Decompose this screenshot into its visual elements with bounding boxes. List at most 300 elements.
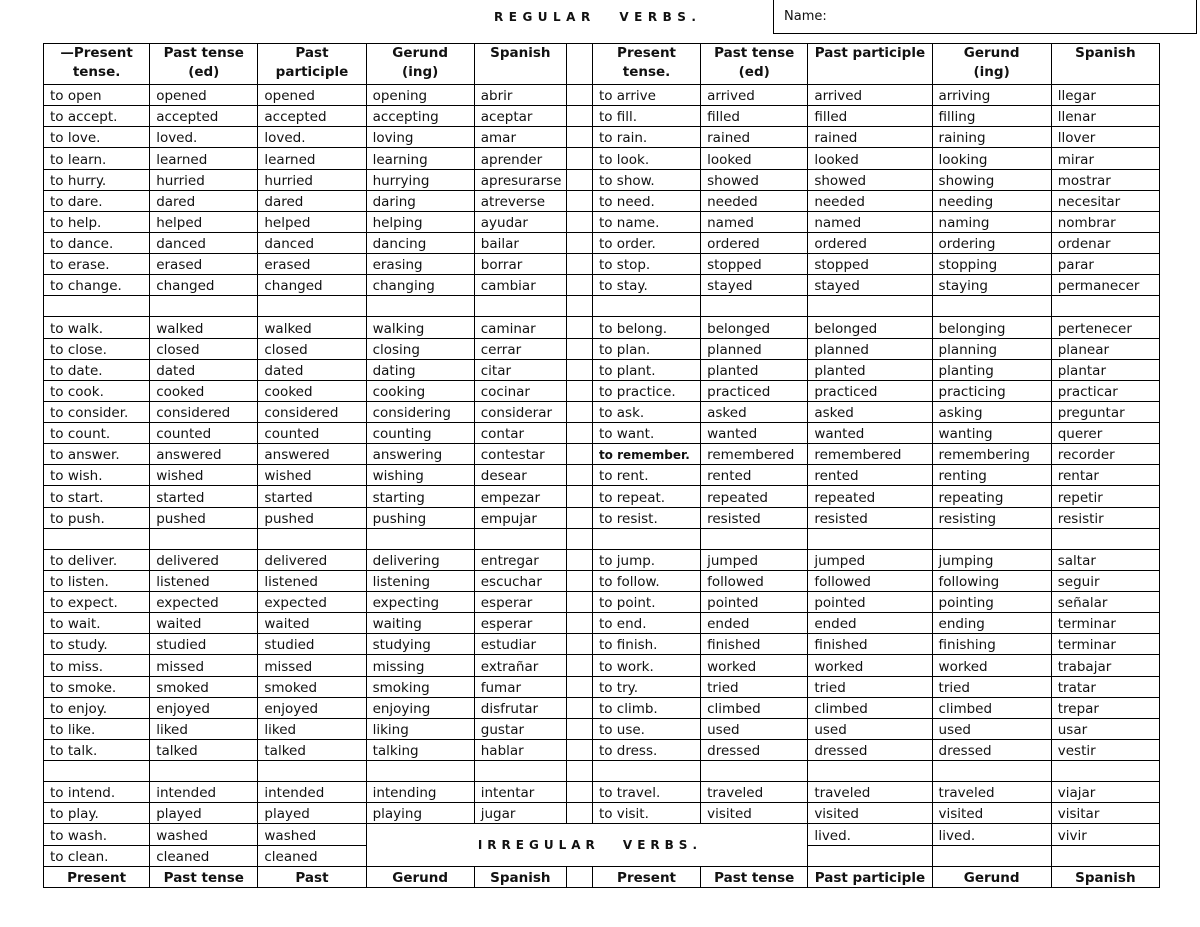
cell: arrived: [701, 85, 808, 106]
table-row: [44, 380, 1160, 401]
gap-cell: [566, 190, 592, 211]
cell: contar: [474, 423, 566, 444]
gap-cell: [566, 380, 592, 401]
cell: daring: [366, 190, 474, 211]
cell: to repeat.: [592, 486, 700, 507]
table-row: [44, 592, 1160, 613]
cell: enjoying: [366, 697, 474, 718]
cell: [1051, 845, 1159, 866]
cell: cleaned: [258, 845, 366, 866]
cell: cooking: [366, 380, 474, 401]
cell: wanted: [701, 423, 808, 444]
cell: jumped: [701, 549, 808, 570]
cell: to practice.: [592, 380, 700, 401]
cell: closed: [150, 338, 258, 359]
table-row: [44, 444, 1160, 465]
cell: looked: [701, 148, 808, 169]
cell: to miss.: [44, 655, 150, 676]
cell: pointed: [701, 592, 808, 613]
cell: caminar: [474, 317, 566, 338]
cell: esperar: [474, 592, 566, 613]
cell: [592, 761, 700, 782]
cell: smoked: [258, 676, 366, 697]
cell: hurried: [150, 169, 258, 190]
cell: to learn.: [44, 148, 150, 169]
cell: listened: [150, 570, 258, 591]
cell: [258, 761, 366, 782]
cell: to belong.: [592, 317, 700, 338]
header-gerund-right: Gerund (ing): [932, 44, 1051, 85]
cell: to erase.: [44, 254, 150, 275]
table-row: [44, 634, 1160, 655]
cell: resistir: [1051, 507, 1159, 528]
cell: to help.: [44, 211, 150, 232]
cell: to walk.: [44, 317, 150, 338]
cell: dated: [258, 359, 366, 380]
header-past-tense-right: Past tense (ed): [701, 44, 808, 85]
cell: [932, 528, 1051, 549]
gap-cell: [566, 169, 592, 190]
table-row: [44, 169, 1160, 190]
cell: to expect.: [44, 592, 150, 613]
cell: opened: [150, 85, 258, 106]
cell: enjoyed: [258, 697, 366, 718]
gap-cell: [566, 549, 592, 570]
cell: erased: [258, 254, 366, 275]
table-row: [44, 697, 1160, 718]
name-label: Name:: [784, 9, 827, 24]
cell: played: [150, 803, 258, 824]
cell: abrir: [474, 85, 566, 106]
table-row: [44, 570, 1160, 591]
cell: vivir: [1051, 824, 1159, 845]
cell: worked: [808, 655, 932, 676]
cell: named: [701, 211, 808, 232]
gap-cell: [566, 211, 592, 232]
cell: listened: [258, 570, 366, 591]
cell: filling: [932, 106, 1051, 127]
table-row: [44, 211, 1160, 232]
gap-cell: [566, 592, 592, 613]
cell: missing: [366, 655, 474, 676]
cell: delivering: [366, 549, 474, 570]
cell: dated: [150, 359, 258, 380]
table-row: [44, 507, 1160, 528]
cell: to dare.: [44, 190, 150, 211]
cell: [366, 761, 474, 782]
cell: liked: [150, 718, 258, 739]
gap-cell: [566, 718, 592, 739]
footer-row: [44, 866, 1160, 887]
name-field[interactable]: [773, 0, 1197, 34]
cell: ordenar: [1051, 232, 1159, 253]
cell: to need.: [592, 190, 700, 211]
cell: [808, 296, 932, 317]
cell: repeated: [808, 486, 932, 507]
gap-cell: [566, 85, 592, 106]
cell: stayed: [808, 275, 932, 296]
cell: walking: [366, 317, 474, 338]
cell: dressed: [932, 739, 1051, 760]
cell: traveled: [808, 782, 932, 803]
cell: necesitar: [1051, 190, 1159, 211]
cell: wished: [150, 465, 258, 486]
cell: visited: [701, 803, 808, 824]
page-title: REGULAR VERBS.: [494, 10, 702, 24]
cell: erased: [150, 254, 258, 275]
table-row: [44, 739, 1160, 760]
cell: to smoke.: [44, 676, 150, 697]
cell: hurrying: [366, 169, 474, 190]
cell: intending: [366, 782, 474, 803]
footer-gerund-left: Gerund: [366, 866, 474, 887]
cell: resisted: [808, 507, 932, 528]
cell: llegar: [1051, 85, 1159, 106]
cell: walked: [150, 317, 258, 338]
cell: intended: [258, 782, 366, 803]
cell: ended: [808, 613, 932, 634]
cell: cocinar: [474, 380, 566, 401]
cell: finished: [808, 634, 932, 655]
cell: stopped: [701, 254, 808, 275]
cell: repeated: [701, 486, 808, 507]
cell: belonging: [932, 317, 1051, 338]
cell: to listen.: [44, 570, 150, 591]
cell: [701, 528, 808, 549]
cell: aprender: [474, 148, 566, 169]
cell: to visit.: [592, 803, 700, 824]
cell: seguir: [1051, 570, 1159, 591]
gap-cell: [566, 739, 592, 760]
header-present-right: Present tense.: [592, 44, 700, 85]
cell: finished: [701, 634, 808, 655]
cell: cooked: [150, 380, 258, 401]
gap-cell: [566, 655, 592, 676]
cell: trabajar: [1051, 655, 1159, 676]
cell: showing: [932, 169, 1051, 190]
table-row: [44, 127, 1160, 148]
cell: naming: [932, 211, 1051, 232]
cell: looked: [808, 148, 932, 169]
cell: to hurry.: [44, 169, 150, 190]
cell: querer: [1051, 423, 1159, 444]
cell: [44, 761, 150, 782]
cell: señalar: [1051, 592, 1159, 613]
header-gerund-left: Gerund (ing): [366, 44, 474, 85]
gap-cell: [566, 782, 592, 803]
cell: recorder: [1051, 444, 1159, 465]
cell: tried: [808, 676, 932, 697]
cell: rented: [701, 465, 808, 486]
cell: dared: [150, 190, 258, 211]
cell: traveled: [701, 782, 808, 803]
cell: escuchar: [474, 570, 566, 591]
cell: walked: [258, 317, 366, 338]
cell: [150, 296, 258, 317]
cell: to remember.: [592, 444, 700, 465]
cell: expected: [258, 592, 366, 613]
cell: intentar: [474, 782, 566, 803]
cell: arriving: [932, 85, 1051, 106]
footer-gerund-right: Gerund: [932, 866, 1051, 887]
cell: changed: [150, 275, 258, 296]
cell: to deliver.: [44, 549, 150, 570]
cell: filled: [808, 106, 932, 127]
cell: to finish.: [592, 634, 700, 655]
cell: stayed: [701, 275, 808, 296]
cell: [1051, 296, 1159, 317]
cell: to want.: [592, 423, 700, 444]
gap-cell: [566, 338, 592, 359]
table-row: [44, 190, 1160, 211]
cell: empujar: [474, 507, 566, 528]
cell: arrived: [808, 85, 932, 106]
cell: mostrar: [1051, 169, 1159, 190]
cell: tratar: [1051, 676, 1159, 697]
cell: to love.: [44, 127, 150, 148]
cell: to plan.: [592, 338, 700, 359]
gap-cell: [566, 317, 592, 338]
cell: pertenecer: [1051, 317, 1159, 338]
cell: cambiar: [474, 275, 566, 296]
table-row: [44, 296, 1160, 317]
table-row: [44, 549, 1160, 570]
gap-cell: [566, 444, 592, 465]
cell: parar: [1051, 254, 1159, 275]
cell: [150, 528, 258, 549]
cell: to wish.: [44, 465, 150, 486]
cell: accepted: [258, 106, 366, 127]
cell: resisted: [701, 507, 808, 528]
cell: [474, 296, 566, 317]
cell: to stop.: [592, 254, 700, 275]
cell: climbed: [808, 697, 932, 718]
cell: liking: [366, 718, 474, 739]
cell: enjoyed: [150, 697, 258, 718]
cell: planted: [808, 359, 932, 380]
cell: [1051, 528, 1159, 549]
footer-present-left: Present: [44, 866, 150, 887]
cell: atreverse: [474, 190, 566, 211]
cell: loved.: [258, 127, 366, 148]
cell: to arrive: [592, 85, 700, 106]
cell: opened: [258, 85, 366, 106]
cell: [44, 296, 150, 317]
cell: studied: [258, 634, 366, 655]
cell: waited: [150, 613, 258, 634]
cell: pointed: [808, 592, 932, 613]
cell: talking: [366, 739, 474, 760]
cell: planning: [932, 338, 1051, 359]
gap-cell: [566, 401, 592, 422]
cell: [701, 761, 808, 782]
cell: usar: [1051, 718, 1159, 739]
gap-cell: [566, 127, 592, 148]
cell: used: [932, 718, 1051, 739]
cell: considering: [366, 401, 474, 422]
cell: rained: [701, 127, 808, 148]
table-row: [44, 148, 1160, 169]
footer-spanish-left: Spanish: [474, 866, 566, 887]
cell: worked: [701, 655, 808, 676]
cell: jumping: [932, 549, 1051, 570]
gap-cell: [566, 423, 592, 444]
cell: practicing: [932, 380, 1051, 401]
cell: llenar: [1051, 106, 1159, 127]
cell: [932, 761, 1051, 782]
cell: bailar: [474, 232, 566, 253]
cell: to date.: [44, 359, 150, 380]
cell: to order.: [592, 232, 700, 253]
cell: [258, 528, 366, 549]
cell: esperar: [474, 613, 566, 634]
cell: hurried: [258, 169, 366, 190]
cell: studying: [366, 634, 474, 655]
cell: [150, 761, 258, 782]
table-row: [44, 528, 1160, 549]
gap-cell: [566, 275, 592, 296]
cell: to stay.: [592, 275, 700, 296]
cell: borrar: [474, 254, 566, 275]
cell: jugar: [474, 803, 566, 824]
cell: to climb.: [592, 697, 700, 718]
cell: to intend.: [44, 782, 150, 803]
cell: smoking: [366, 676, 474, 697]
cell: loved.: [150, 127, 258, 148]
cell: practiced: [808, 380, 932, 401]
verbs-table: [43, 43, 1160, 888]
cell: showed: [701, 169, 808, 190]
cell: practicar: [1051, 380, 1159, 401]
cell: to cook.: [44, 380, 150, 401]
cell: contestar: [474, 444, 566, 465]
cell: to rain.: [592, 127, 700, 148]
cell: washed: [258, 824, 366, 845]
cell: cleaned: [150, 845, 258, 866]
cell: rentar: [1051, 465, 1159, 486]
cell: pushed: [150, 507, 258, 528]
cell: asked: [808, 401, 932, 422]
cell: helped: [258, 211, 366, 232]
cell: to accept.: [44, 106, 150, 127]
cell: accepting: [366, 106, 474, 127]
cell: to consider.: [44, 401, 150, 422]
cell: closed: [258, 338, 366, 359]
cell: terminar: [1051, 634, 1159, 655]
cell: wished: [258, 465, 366, 486]
cell: wanting: [932, 423, 1051, 444]
cell: playing: [366, 803, 474, 824]
cell: expecting: [366, 592, 474, 613]
table-row: [44, 613, 1160, 634]
cell: to study.: [44, 634, 150, 655]
cell: pushing: [366, 507, 474, 528]
cell: plantar: [1051, 359, 1159, 380]
cell: listening: [366, 570, 474, 591]
table-row: [44, 85, 1160, 106]
cell: remembered: [808, 444, 932, 465]
cell: to fill.: [592, 106, 700, 127]
cell: waited: [258, 613, 366, 634]
cell: to push.: [44, 507, 150, 528]
cell: [474, 528, 566, 549]
cell: wishing: [366, 465, 474, 486]
cell: tried: [701, 676, 808, 697]
cell: to change.: [44, 275, 150, 296]
cell: saltar: [1051, 549, 1159, 570]
cell: to talk.: [44, 739, 150, 760]
cell: [808, 528, 932, 549]
cell: dressed: [808, 739, 932, 760]
table-row: [44, 676, 1160, 697]
cell: missed: [258, 655, 366, 676]
cell: played: [258, 803, 366, 824]
gap-cell: [566, 634, 592, 655]
gap-cell: [566, 697, 592, 718]
header-past-participle-right: Past participle: [808, 44, 932, 85]
cell: counted: [258, 423, 366, 444]
cell: permanecer: [1051, 275, 1159, 296]
table-row: [44, 824, 1160, 845]
cell: to jump.: [592, 549, 700, 570]
gap-cell: [566, 44, 592, 85]
cell: estudiar: [474, 634, 566, 655]
cell: [932, 296, 1051, 317]
cell: to wait.: [44, 613, 150, 634]
cell: wanted: [808, 423, 932, 444]
cell: [808, 761, 932, 782]
cell: staying: [932, 275, 1051, 296]
header-past-tense-left: Past tense (ed): [150, 44, 258, 85]
footer-past-tense-left: Past tense: [150, 866, 258, 887]
cell: opening: [366, 85, 474, 106]
cell: to open: [44, 85, 150, 106]
gap-cell: [566, 613, 592, 634]
gap-cell: [566, 866, 592, 887]
cell: mirar: [1051, 148, 1159, 169]
cell: to show.: [592, 169, 700, 190]
footer-past-tense-right: Past tense: [701, 866, 808, 887]
cell: rented: [808, 465, 932, 486]
table-row: [44, 761, 1160, 782]
cell: planted: [701, 359, 808, 380]
cell: accepted: [150, 106, 258, 127]
header-present-left: —Present tense.: [44, 44, 150, 85]
cell: resisting: [932, 507, 1051, 528]
cell: visited: [932, 803, 1051, 824]
cell: intended: [150, 782, 258, 803]
cell: stopped: [808, 254, 932, 275]
table-row: [44, 254, 1160, 275]
cell: to answer.: [44, 444, 150, 465]
gap-cell: [566, 232, 592, 253]
cell: planned: [701, 338, 808, 359]
cell: followed: [808, 570, 932, 591]
cell: helping: [366, 211, 474, 232]
cell: to dance.: [44, 232, 150, 253]
cell: planned: [808, 338, 932, 359]
cell: started: [150, 486, 258, 507]
cell: counting: [366, 423, 474, 444]
cell: extrañar: [474, 655, 566, 676]
gap-cell: [566, 570, 592, 591]
cell: danced: [258, 232, 366, 253]
cell: considered: [150, 401, 258, 422]
cell: asking: [932, 401, 1051, 422]
gap-cell: [566, 465, 592, 486]
table-row: [44, 655, 1160, 676]
cell: planting: [932, 359, 1051, 380]
